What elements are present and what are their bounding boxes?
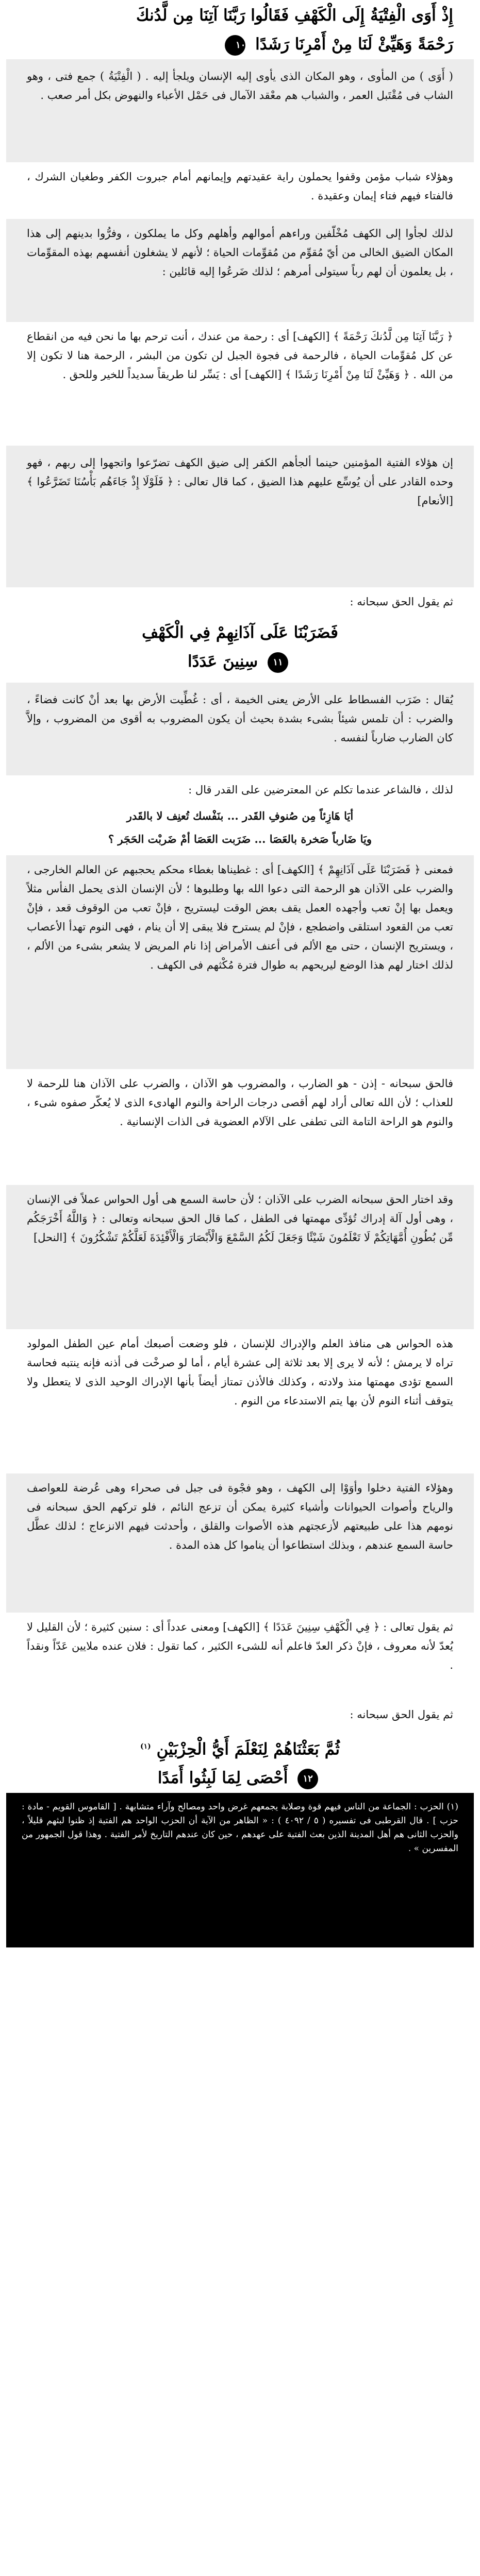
paragraph: وقد اختار الحق سبحانه الضرب على الآذان ؛ لأن حاسة السمع هى أول الحواس عملاً فى الإنسان ، وهى أول آلة إدراك تُؤدِّى مهمتها فى الطفل ، كما قال الحق سبحانه وتعالى : ﴿ وَاللَّهُ أَخْرَجَكُم مِّن بُطُونِ أُمَّهَاتِكُمْ لَا تَعْلَمُونَ شَيْئًا وَجَعَلَ لَكُمُ السَّمْعَ وَالْأَبْصَارَ وَالْأَفْئِدَةَ لَعَلَّكُمْ تَشْكُرُونَ ﴾ [النحل] — [27, 1193, 453, 1244]
paragraph: لذلك ، فالشاعر عندما تكلم عن المعترضين على القدر قال : — [188, 784, 453, 796]
poem-verse-1: أيَا هَازِئاً مِن صُنوفِ القَدر ... بنَفْسك تُعنِف لا بالقَدر — [126, 809, 354, 822]
paragraph: ( أَوَى ) من المأوى ، وهو المكان الذى يأوى إليه الإنسان ويلجأ إليه . ( الْفِتْيَةُ ) جمع فتى ، وهو الشاب فى مُقْتَبل العمر ، والشباب هم معْقد الآمال فى حَمْل الأعباء والنهوض بكل أمر صعب . — [27, 70, 453, 101]
paragraph: لذلك لجأوا إلى الكهف مُخْلّفين وراءهم أموالهم وأهلهم وكل ما يملكون ، وفرُّوا بدينهم إلى هذا المكان الضيق الخالى من أيّ مُقوِّم من مُقوِّمات الحياة ؛ لأنهم لا يشغلون أنفسهم بهذه المقوِّمات ، بل يعلمون أن لهم رباً سيتولى أمرهم ؛ لذلك ضَرعُوا إليه قائلين : — [27, 227, 453, 278]
verse-12-line-1-text: ثُمَّ بَعَثْنَاهُمْ لِنَعْلَمَ أَيُّ الْحِزْبَيْنِ — [156, 1740, 340, 1759]
intro-line: ثم يقول الحق سبحانه : — [350, 596, 453, 608]
verse-12-heading — [27, 1732, 453, 1792]
poem-verse-2: ويَا ضَارباً صَخرة بالعَصَا ... ضَرَبت العَصَا أمْ ضَربْت الحَجَر ؟ — [108, 833, 372, 845]
paragraph: يُقال : ضَرَب الفسطاط على الأرض يعنى الخيمة ، أى : غُطِّيت الأرض بها بعد أنْ كانت فضاءً ، والضرب : أن تلمس شيئاً بشىء بشدة بحيث أن يكون المضروب به أقوى من المضروب ، وإلاَّ كان الضارب ضارباً لنفسه . — [27, 693, 453, 744]
verse-10-line-2-text: رَحْمَةً وَهَيِّئْ لَنَا مِنْ أَمْرِنَا رَشَدًا — [255, 35, 453, 54]
verse-11-line-2-text: سِنِينَ عَدَدًا — [187, 652, 258, 671]
paragraph: وهؤلاء شباب مؤمن وقفوا يحملون راية عقيدتهم وإيمانهم أمام جبروت الكفر وطغيان الشرك ، فالفتاء فيهم فتاء إيمان وعقيدة . — [27, 171, 453, 202]
paragraph: وهؤلاء الفتية دخلوا وأوَوْا إلى الكهف ، وهو فجْوة فى جبل فى صحراء وهى عُرضة للعواصف والرياح وأصوات الحيوانات وأشياء كثيرة يمكن أن تزعج النائم ، فلو تركهم الحق سبحانه فى نومهم هذا على طبيعتهم لأزعجتهم هذه الأصوات والقلق ، وأحدثت فيهم الانزعاج ؛ لذلك عطَّل حاسة السمع عندهم ، وبذلك استطاعوا أن يناموا كل هذه المدة . — [27, 1482, 453, 1551]
verse-number-badge: ١٠ — [225, 35, 245, 56]
verse-number-badge: ١١ — [268, 652, 288, 673]
verse-11-line-2 — [27, 647, 453, 676]
verse-10-heading — [27, 1, 453, 59]
verse-10-line-1: إِذْ أَوَى الْفِتْيَةُ إِلَى الْكَهْفِ فَقَالُوا رَبَّنَا آتِنَا مِن لَّدُنكَ — [136, 6, 453, 25]
verse-11-heading — [27, 618, 453, 676]
verse-number-badge: ١٢ — [297, 1769, 318, 1789]
footnote-marker: (١) — [140, 1742, 151, 1751]
verse-12-line-2 — [27, 1764, 453, 1792]
paragraph: إن هؤلاء الفتية المؤمنين حينما ألجأهم الكفر إلى ضيق الكهف تضرّعوا واتجهوا إلى ربهم ، فهو وحده القادر على أن يُوسِّع عليهم هذا الضيق ، كما قال تعالى : ﴿ فَلَوْلَا إِذْ جَاءَهُم بَأْسُنَا تَضَرَّعُوا ﴾ [الأنعام] — [27, 456, 453, 507]
paragraph: هذه الحواس هى منافذ العلم والإدراك للإنسان ، فلو وضعت أصبعك أمام عين الطفل المولود تراه لا يرمش ؛ لأنه لا يرى إلا بعد ثلاثة إلى عشرة أيام ، أما لو صرخْت فى أذنه فإنه ينتبه فحاسة السمع تؤدى مهمتها منذ ولادته ، وكذلك فالأذن تمتاز أيضاً بأنها الإدراك الوحيد الذى لا يتعطل ولا يتوقف أثناء النوم لأن بها يتم الاستدعاء من النوم . — [27, 1337, 453, 1407]
paragraph: ثم يقول تعالى : ﴿ فِي الْكَهْفِ سِنِينَ عَدَدًا ﴾ [الكهف] ومعنى عدداً أى : سنين كثيرة ؛ لأن القليل لا يُعدّ لأنه معروف ، فإنْ ذكر العدّ فاعلم أنه للشىء الكثير ، كما تقول : فلان عنده ملايين عَدّاً ونقداً . — [27, 1621, 453, 1671]
verse-12-line-1 — [27, 1732, 453, 1764]
blank-area — [0, 1947, 480, 2576]
verse-12-line-2-text: أَحْصَى لِمَا لَبِثُوا أَمَدًا — [157, 1769, 288, 1788]
paragraph: فمعنى ﴿ فَضَرَبْنَا عَلَى آذَانِهِمْ ﴾ [الكهف] أى : غطيناها بغطاء محكم يحجبهم عن العالم الخارجى ، والضرب على الآذان هو الرحمة التى دعوا الله بها وطلبوها ؛ لأن الإنسان الذى يحمل الفأس مثلاً ويعمل بها إنْ تعب وأجهده العمل يقف بعض الوقت ليستريح ، فإنْ تعب من الوقوف قعد ، فإنْ تعب من القعود استلقى واضطجع ، فإنْ لم يسترح فلا يبقى إلا أن ينام ، فهى النوم تهدأ الأعصاب ، ويستريح الإنسان ، حتى مع الألم فى أعنف الأمراض إذا نام المريض لا يشعر بشىء من الألم ، لذلك اختار لهم هذا الوضع ليريحهم به طوال فترة مُكْثهم فى الكهف . — [27, 863, 453, 971]
intro-line: ثم يقول الحق سبحانه : — [350, 1708, 453, 1721]
verse-11-line-1: فَضَرَبْنَا عَلَى آذَانِهِمْ فِي الْكَهْفِ — [142, 623, 338, 642]
paragraph: فالحق سبحانه - إذن - هو الضارب ، والمضروب هو الآذان ، والضرب على الآذان هنا للرحمة لا للعذاب ؛ لأن الله تعالى أراد لهم أقصى درجات الراحة والنوم الهادىء الذى لا يُعكّر صفوه شىء ، والنوم هو الراحة التامة التى تطفى على الآلام العضوية فى الذات الإنسانية . — [27, 1077, 453, 1128]
verse-10-line-2 — [27, 30, 453, 59]
footnote-block — [6, 1793, 474, 1947]
footnote-text: (١) الحزب : الجماعة من الناس فيهم قوة وصلابة يجمعهم غرض واحد ومصالح وآراء متشابهة . [ القاموس القويم - مادة : حزب ] . قال القرطبى فى تفسيره ( ٥ / ٤٠٩٢ ) : « الظاهر من الآية أن الحزب الواحد هم الفتية إذ ظنوا لبثهم قليلاً ، والحزب الثانى هم أهل المدينة الذين بعث الفتية على عهدهم ، حين كان عندهم التاريخ لأمر الفتية . وهذا قول الجمهور من المفسرين » . — [22, 1802, 458, 1854]
scanned-book-page — [6, 0, 474, 1854]
paragraph: ﴿ رَبَّنَا آتِنَا مِن لَّدُنكَ رَحْمَةً ﴾ [الكهف] أى : رحمة من عندك ، أنت ترحم بها ما نحن فيه من انقطاع عن كل مُقوِّمات الحياة ، فالرحمة فى فجوة الجبل لن تكون من البشر ، الرحمة هنا لا تكون إلا من الله . ﴿ وَهَيِّئْ لَنَا مِنْ أَمْرِنَا رَشَدًا ﴾ [الكهف] أى : يَسِّر لنا طريقاً سديداً للخير وللحق . — [27, 330, 453, 381]
